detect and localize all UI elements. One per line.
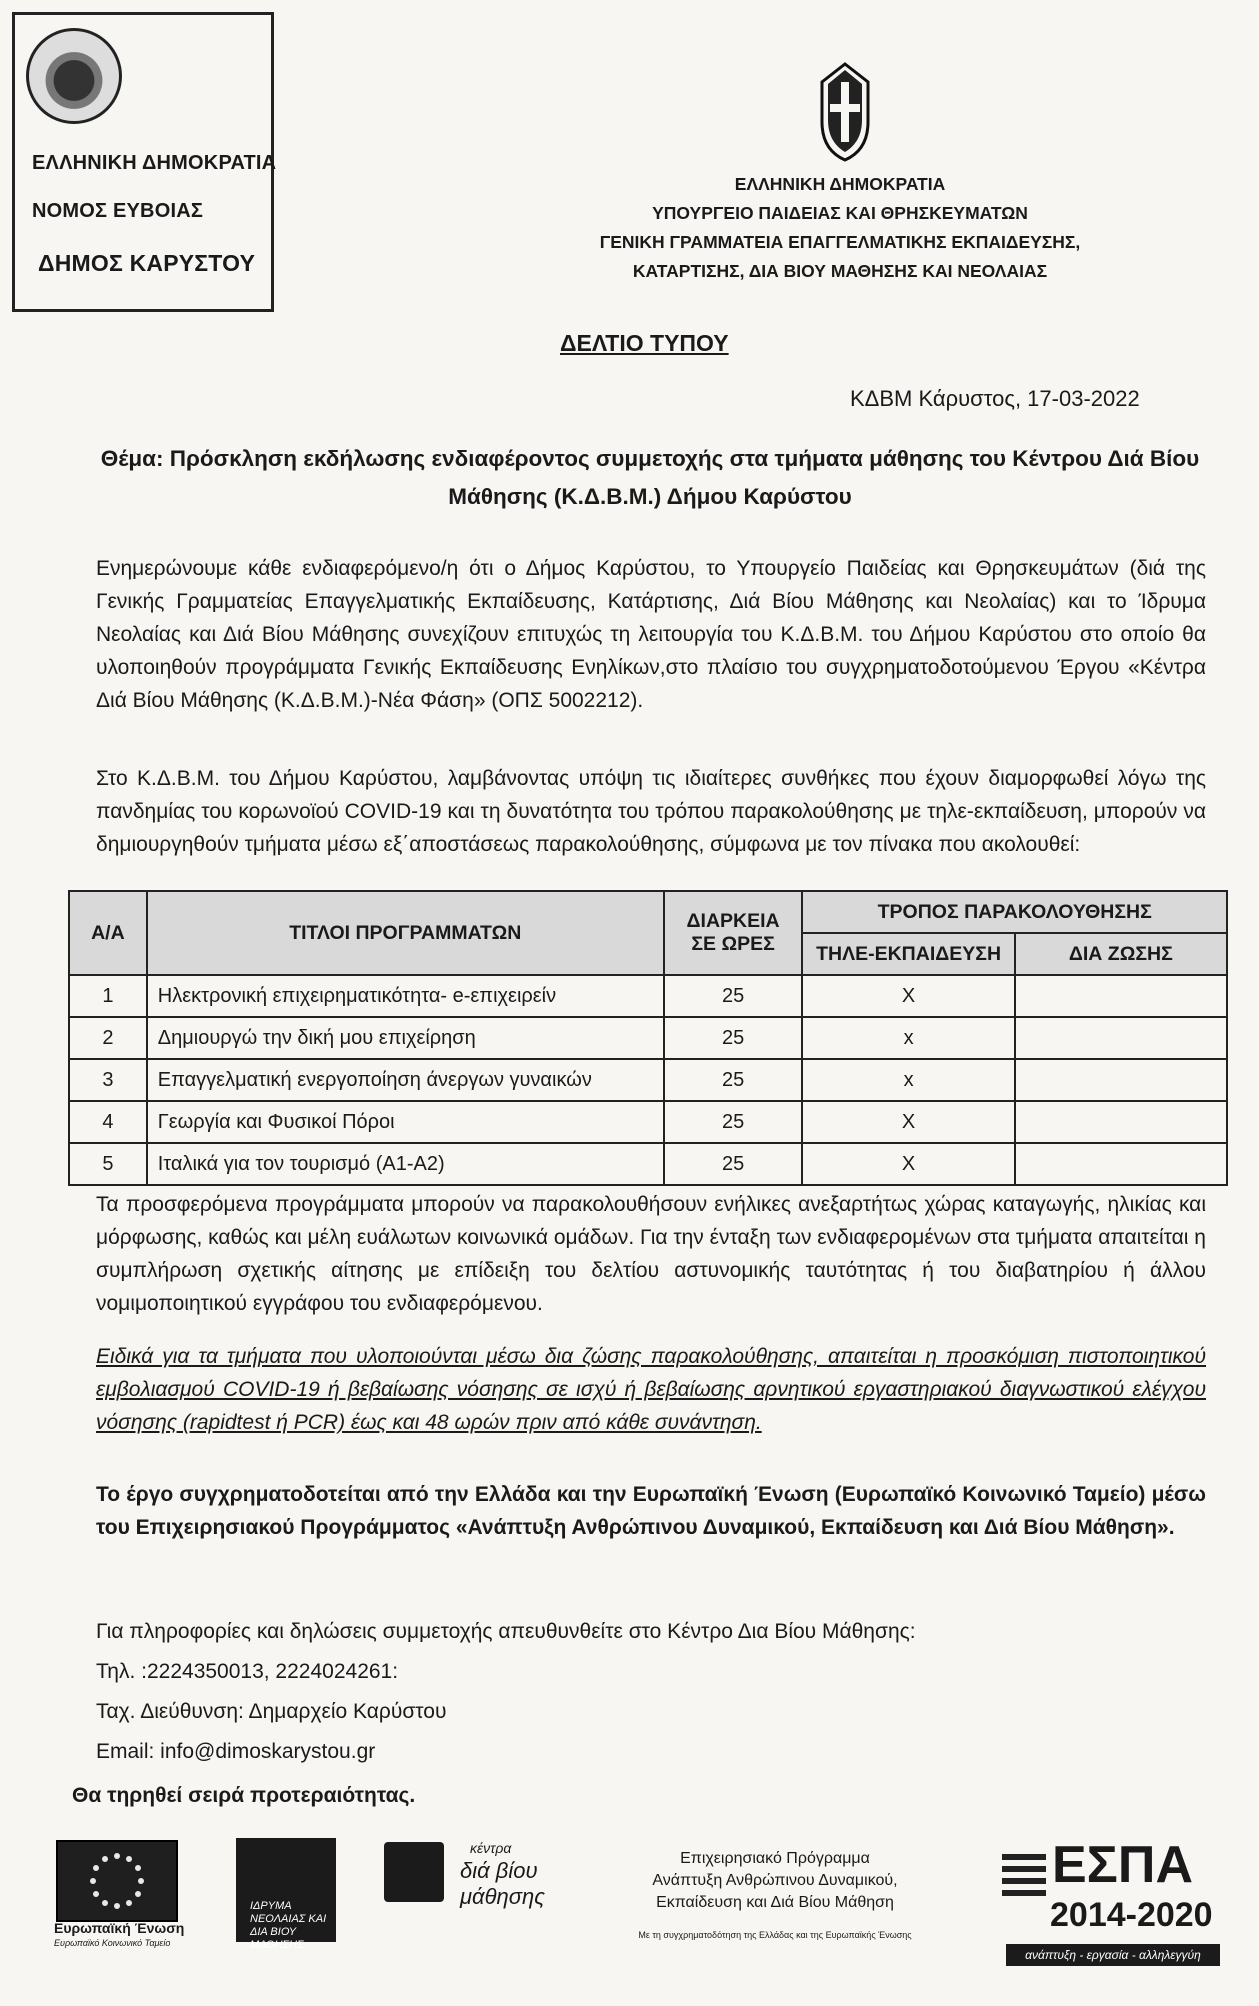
col-header-mode: ΤΡΟΠΟΣ ΠΑΡΑΚΟΛΟΥΘΗΣΗΣ (802, 891, 1227, 933)
row-inperson-mark (1015, 1101, 1227, 1143)
ministry-line: ΓΕΝΙΚΗ ΓΡΑΜΜΑΤΕΙΑ ΕΠΑΓΓΕΛΜΑΤΙΚΗΣ ΕΚΠΑΙΔΕΥΣΗΣ, (599, 232, 1081, 252)
table-row (69, 1143, 1227, 1185)
col-header-remote: ΤΗΛΕ-ΕΚΠΑΙΔΕΥΣΗ (802, 933, 1014, 975)
row-hours: 25 (664, 975, 803, 1017)
row-inperson-mark (1015, 1017, 1227, 1059)
subject-line-2: Μάθησης (Κ.Δ.Β.Μ.) Δήμου Καρύστου (448, 484, 852, 509)
row-number: 5 (69, 1143, 147, 1185)
date-line: ΚΔΒΜ Κάρυστος, 17-03-2022 (850, 386, 1140, 411)
row-hours: 25 (664, 1017, 803, 1059)
eu-flag-logo (56, 1840, 178, 1922)
row-title: Γεωργία και Φυσικοί Πόροι (147, 1101, 664, 1143)
eu-label: Ευρωπαϊκή Ένωση (54, 1920, 185, 1936)
espa-tagline: ανάπτυξη - εργασία - αλληλεγγύη (1006, 1944, 1220, 1966)
eligibility-paragraph: Τα προσφερόμενα προγράμματα μπορούν να παρακολουθήσουν ενήλικες ανεξαρτήτως χώρας καταγωγής, ηλικίας και μόρφωσης, καθώς και μέλη ευάλωτων κοινωνικά ομάδων. Για την ένταξη των ενδιαφερομένων στα τμήματα απαιτείται η συμπλήρωση σχετικής αίτησης με επίδειξη του δελτίου αστυνομικής ταυτότητας ή του διαβατηρίου ή άλλου νομιμοποιητικού εγγράφου του ενδιαφερόμενου. (96, 1193, 1206, 1315)
row-inperson-mark (1015, 1143, 1227, 1185)
op-program-block (600, 1848, 950, 1946)
col-header-aa: Α/Α (69, 891, 147, 975)
contact-phone: Τηλ. :2224350013, 2224024261: (96, 1660, 399, 1683)
row-hours: 25 (664, 1101, 803, 1143)
table-row (69, 1017, 1227, 1059)
row-remote-mark: Χ (802, 1101, 1014, 1143)
col-header-duration-line1: ΔΙΑΡΚΕΙΑ (686, 910, 780, 932)
municipality-seal (26, 28, 122, 124)
covid-paragraph: Στο Κ.Δ.Β.Μ. του Δήμου Καρύστου, λαμβάνοντας υπόψη τις ιδιαίτερες συνθήκες που έχουν διαμορφωθεί λόγω της πανδημίας του κορωνοϊού COVID-19 και τη δυνατότητα του τρόπου παρακολούθησης με τηλε-εκπαίδευση, μπορούν να δημιουργηθούν τμήματα μέσω εξ΄αποστάσεως παρακολούθησης, σύμφωνα με τον πίνακα που ακολουθεί: (96, 767, 1206, 856)
inedivim-logo (236, 1838, 336, 1951)
table-row (69, 975, 1227, 1017)
stamp-line-2: ΝΟΜΟΣ ΕΥΒΟΙΑΣ (32, 200, 204, 222)
eu-fund-label: Ευρωπαϊκό Κοινωνικό Ταμείο (54, 1938, 171, 1948)
espa-flag-icon (1002, 1850, 1046, 1908)
col-header-duration-line2: ΣΕ ΩΡΕΣ (691, 933, 775, 955)
table-row (69, 1101, 1227, 1143)
table-row (69, 1059, 1227, 1101)
op-line-3: Εκπαίδευση και Διά Βίου Μάθηση (656, 1894, 894, 1911)
ministry-header (500, 170, 1180, 286)
priority-note: Θα τηρηθεί σειρά προτεραιότητας. (72, 1784, 416, 1807)
ministry-line: ΕΛΛΗΝΙΚΗ ΔΗΜΟΚΡΑΤΙΑ (734, 174, 946, 194)
funding-paragraph: Το έργο συγχρηματοδοτείται από την Ελλάδα και την Ευρωπαϊκή Ένωση (Ευρωπαϊκό Κοινωνικό Ταμείο) μέσω του Επιχειρησιακού Προγράμματος «Ανάπτυξη Ανθρώπινου Δυναμικού, Εκπαίδευση και Διά Βίου Μάθηση». (96, 1483, 1206, 1539)
row-hours: 25 (664, 1059, 803, 1101)
kdvm-small-label: κέντρα (470, 1840, 512, 1856)
row-hours: 25 (664, 1143, 803, 1185)
stamp-line-1: ΕΛΛΗΝΙΚΗ ΔΗΜΟΚΡΑΤΙΑ (32, 152, 277, 174)
op-line-2: Ανάπτυξη Ανθρώπινου Δυναμικού, (652, 1872, 898, 1889)
row-number: 4 (69, 1101, 147, 1143)
op-cofunding: Με τη συγχρηματοδότηση της Ελλάδας και της Ευρωπαϊκής Ένωσης (638, 1930, 912, 1940)
ministry-line: ΥΠΟΥΡΓΕΙΟ ΠΑΙΔΕΙΑΣ ΚΑΙ ΘΡΗΣΚΕΥΜΑΤΩΝ (652, 203, 1028, 223)
row-title: Ηλεκτρονική επιχειρηματικότητα- e-επιχειρείν (147, 975, 664, 1017)
intro-paragraph: Ενημερώνουμε κάθε ενδιαφερόμενο/η ότι ο Δήμος Καρύστου, το Υπουργείο Παιδείας και Θρησκευμάτων (διά της Γενικής Γραμματείας Επαγγελματικής Εκπαίδευσης, Κατάρτισης, Διά Βίου Μάθησης και Νεολαίας) και το Ίδρυμα Νεολαίας και Διά Βίου Μάθησης συνεχίζουν επιτυχώς τη λειτουργία του Κ.Δ.Β.Μ. του Δήμου Καρύστου στο οποίο θα υλοποιηθούν προγράμματα Γενικής Εκπαίδευσης Ενηλίκων,στο πλαίσιο του συγχρηματοδοτούμενου Έργου «Κέντρα Διά Βίου Μάθησης (Κ.Δ.Β.Μ.)-Νέα Φάση» (ΟΠΣ 5002212). (96, 557, 1206, 712)
programs-table (68, 890, 1228, 1186)
row-title: Ιταλικά για τον τουρισμό (Α1-Α2) (147, 1143, 664, 1185)
row-remote-mark: x (802, 1017, 1014, 1059)
row-inperson-mark (1015, 975, 1227, 1017)
ministry-line: ΚΑΤΑΡΤΙΣΗΣ, ΔΙΑ ΒΙΟΥ ΜΑΘΗΣΗΣ ΚΑΙ ΝΕΟΛΑΙΑΣ (632, 261, 1048, 281)
kdvm-tree-icon (384, 1842, 444, 1902)
row-title: Δημιουργώ την δική μου επιχείρηση (147, 1017, 664, 1059)
row-remote-mark: x (802, 1059, 1014, 1101)
row-title: Επαγγελματική ενεργοποίηση άνεργων γυναικών (147, 1059, 664, 1101)
row-inperson-mark (1015, 1059, 1227, 1101)
vaccination-requirement-paragraph: Ειδικά για τα τμήματα που υλοποιούνται μέσω δια ζώσης παρακολούθησης, απαιτείται η προσκόμιση πιστοποιητικού εμβολιασμού COVID-19 ή βεβαίωσης νόσησης σε ισχύ ή βεβαίωσης αρνητικού εργαστηριακού διαγνωστικού ελέγχου νόσησης (rapidtest ή PCR) έως και 48 ωρών πριν από κάθε συνάντηση. (96, 1345, 1206, 1434)
row-remote-mark: Χ (802, 975, 1014, 1017)
subject-line-1: Θέμα: Πρόσκληση εκδήλωσης ενδιαφέροντος συμμετοχής στα τμήματα μάθησης του Κέντρου Διά Βίου (100, 446, 1200, 471)
espa-title: ΕΣΠΑ (1052, 1836, 1193, 1894)
row-number: 3 (69, 1059, 147, 1101)
subject-heading (80, 440, 1220, 516)
col-header-duration (664, 891, 803, 975)
inedivim-text: ΙΔΡΥΜΑ ΝΕΟΛΑΙΑΣ ΚΑΙ ΔΙΑ ΒΙΟΥ ΜΑΘΗΣΗΣ (250, 1900, 327, 1951)
greek-emblem-icon (818, 62, 872, 162)
eu-stars-icon (58, 1842, 176, 1920)
espa-years: 2014-2020 (1050, 1896, 1213, 1934)
press-release-title: ΔΕΛΤΙΟ ΤΥΠΟΥ (560, 330, 729, 356)
col-header-inperson: ΔΙΑ ΖΩΣΗΣ (1015, 933, 1227, 975)
row-number: 2 (69, 1017, 147, 1059)
col-header-titles: ΤΙΤΛΟΙ ΠΡΟΓΡΑΜΜΑΤΩΝ (147, 891, 664, 975)
row-number: 1 (69, 975, 147, 1017)
row-remote-mark: Χ (802, 1143, 1014, 1185)
contact-intro: Για πληροφορίες και δηλώσεις συμμετοχής απευθυνθείτε στο Κέντρο Δια Βίου Μάθησης: (96, 1620, 916, 1643)
op-line-1: Επιχειρησιακό Πρόγραμμα (680, 1850, 870, 1867)
kdvm-mid-label: διά βίου (460, 1858, 538, 1883)
kdvm-big-label: μάθησης (460, 1884, 545, 1909)
stamp-line-3: ΔΗΜΟΣ ΚΑΡΥΣΤΟΥ (38, 250, 256, 276)
contact-address: Ταχ. Διεύθυνση: Δημαρχείο Καρύστου (96, 1700, 447, 1723)
contact-email: Email: info@dimoskarystou.gr (96, 1740, 376, 1763)
